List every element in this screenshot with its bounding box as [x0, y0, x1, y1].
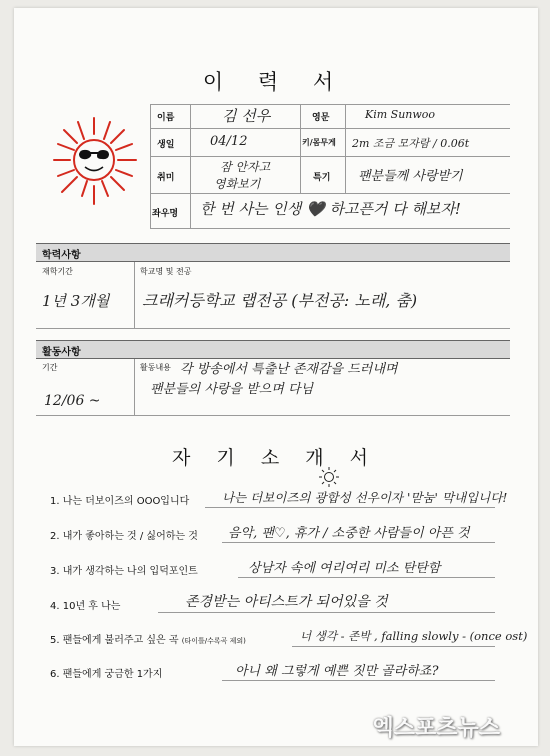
hobby-label: 취미: [157, 173, 175, 183]
answer-underline: [222, 542, 495, 543]
intro-question-2: 2. 내가 좋아하는 것 / 싫어하는 것: [50, 531, 198, 542]
answer-underline: [158, 612, 495, 613]
table-line: [300, 104, 301, 193]
intro-question-5-wrap: [50, 631, 246, 646]
answer-underline: [238, 577, 495, 578]
answer-underline: [222, 680, 495, 681]
motto-label: 좌우명: [152, 209, 179, 219]
table-line: [134, 262, 135, 328]
education-section-header: [36, 243, 510, 262]
height-label: 키/몸무게: [302, 138, 336, 147]
table-line: [150, 193, 510, 194]
birthday-value: 04/12: [210, 134, 248, 149]
intro-question-1: 1. 나는 더보이즈의 OOO입니다: [50, 496, 190, 507]
height-value: 2m 조금 모자람 / 0.06t: [352, 137, 470, 150]
eng-name-value: Kim Sunwoo: [365, 108, 436, 121]
intro-answer-5: 너 생각 - 존박 , falling slowly - (once ost): [300, 629, 528, 643]
intro-question-5-note: (타이틀/수록곡 제외): [181, 637, 246, 645]
activity-content-header: 활동내용: [140, 363, 171, 372]
activity-period-value: 12/06 ~: [44, 393, 101, 409]
eng-name-label: 영문: [312, 113, 330, 123]
table-line: [150, 104, 510, 105]
education-period-value: 1년 3개월: [42, 292, 110, 310]
intro-answer-4: 존경받는 아티스트가 되어있을 것: [185, 594, 388, 610]
table-line: [150, 156, 510, 157]
name-label: 이름: [157, 113, 175, 123]
motto-value: 한 번 사는 인생 🖤 하고픈거 다 해보자!: [200, 200, 461, 218]
intro-answer-1: 나는 더보이즈의 광합성 선우이자 '맏눔' 막내입니다!: [222, 490, 508, 505]
activity-section-header: [36, 340, 510, 359]
intro-title: 자 기 소 개 서: [172, 447, 378, 469]
intro-question-6: 6. 팬들에게 궁금한 1가지: [50, 669, 163, 680]
resume-title: 이 력 서: [202, 70, 348, 94]
skill-label: 특기: [313, 173, 331, 183]
activity-content-line-1: 각 방송에서 특출난 존재감을 드러내며: [180, 362, 398, 377]
activity-section-label: 활동사항: [42, 347, 81, 358]
activity-content-line-2: 팬분들의 사랑을 받으며 다님: [150, 382, 314, 397]
skill-value: 팬분들께 사랑받기: [358, 169, 463, 184]
sun-drawing-icon: [50, 112, 140, 212]
table-line: [36, 328, 510, 329]
table-line: [134, 359, 135, 415]
table-line: [345, 104, 346, 193]
watermark-logo: 엑스포츠뉴스: [372, 716, 500, 741]
hobby-value-1: 잠 안자고: [220, 160, 271, 174]
intro-answer-3: 상남자 속에 여리여리 미소 탄탄함: [248, 561, 441, 576]
table-line: [190, 104, 191, 228]
activity-period-header: 기간: [42, 363, 58, 372]
education-school-header: 학교명 및 전공: [140, 267, 192, 276]
education-section-label: 학력사항: [42, 250, 81, 261]
intro-answer-2: 음악, 팬♡, 휴가 / 소중한 사람들이 아픈 것: [228, 526, 470, 541]
hobby-value-2: 영화보기: [214, 177, 261, 191]
education-period-header: 재학기간: [42, 267, 73, 276]
intro-answer-6: 아니 왜 그렇게 예쁜 짓만 골라하죠?: [235, 664, 439, 679]
education-school-value: 크래커등학교 랩전공 (부전공: 노래, 춤): [142, 291, 418, 310]
intro-question-4: 4. 10년 후 나는: [50, 601, 121, 612]
answer-underline: [292, 646, 495, 647]
table-line: [36, 415, 510, 416]
table-line: [150, 104, 151, 228]
birthday-label: 생일: [157, 140, 175, 150]
intro-question-3: 3. 내가 생각하는 나의 입덕포인트: [50, 566, 198, 577]
answer-underline: [205, 507, 495, 508]
name-value: 김 선우: [222, 107, 271, 125]
small-sun-doodle-icon: [318, 466, 340, 488]
table-line: [150, 128, 510, 129]
table-line: [150, 228, 510, 229]
intro-question-5: 5. 팬들에게 불러주고 싶은 곡: [50, 635, 179, 646]
